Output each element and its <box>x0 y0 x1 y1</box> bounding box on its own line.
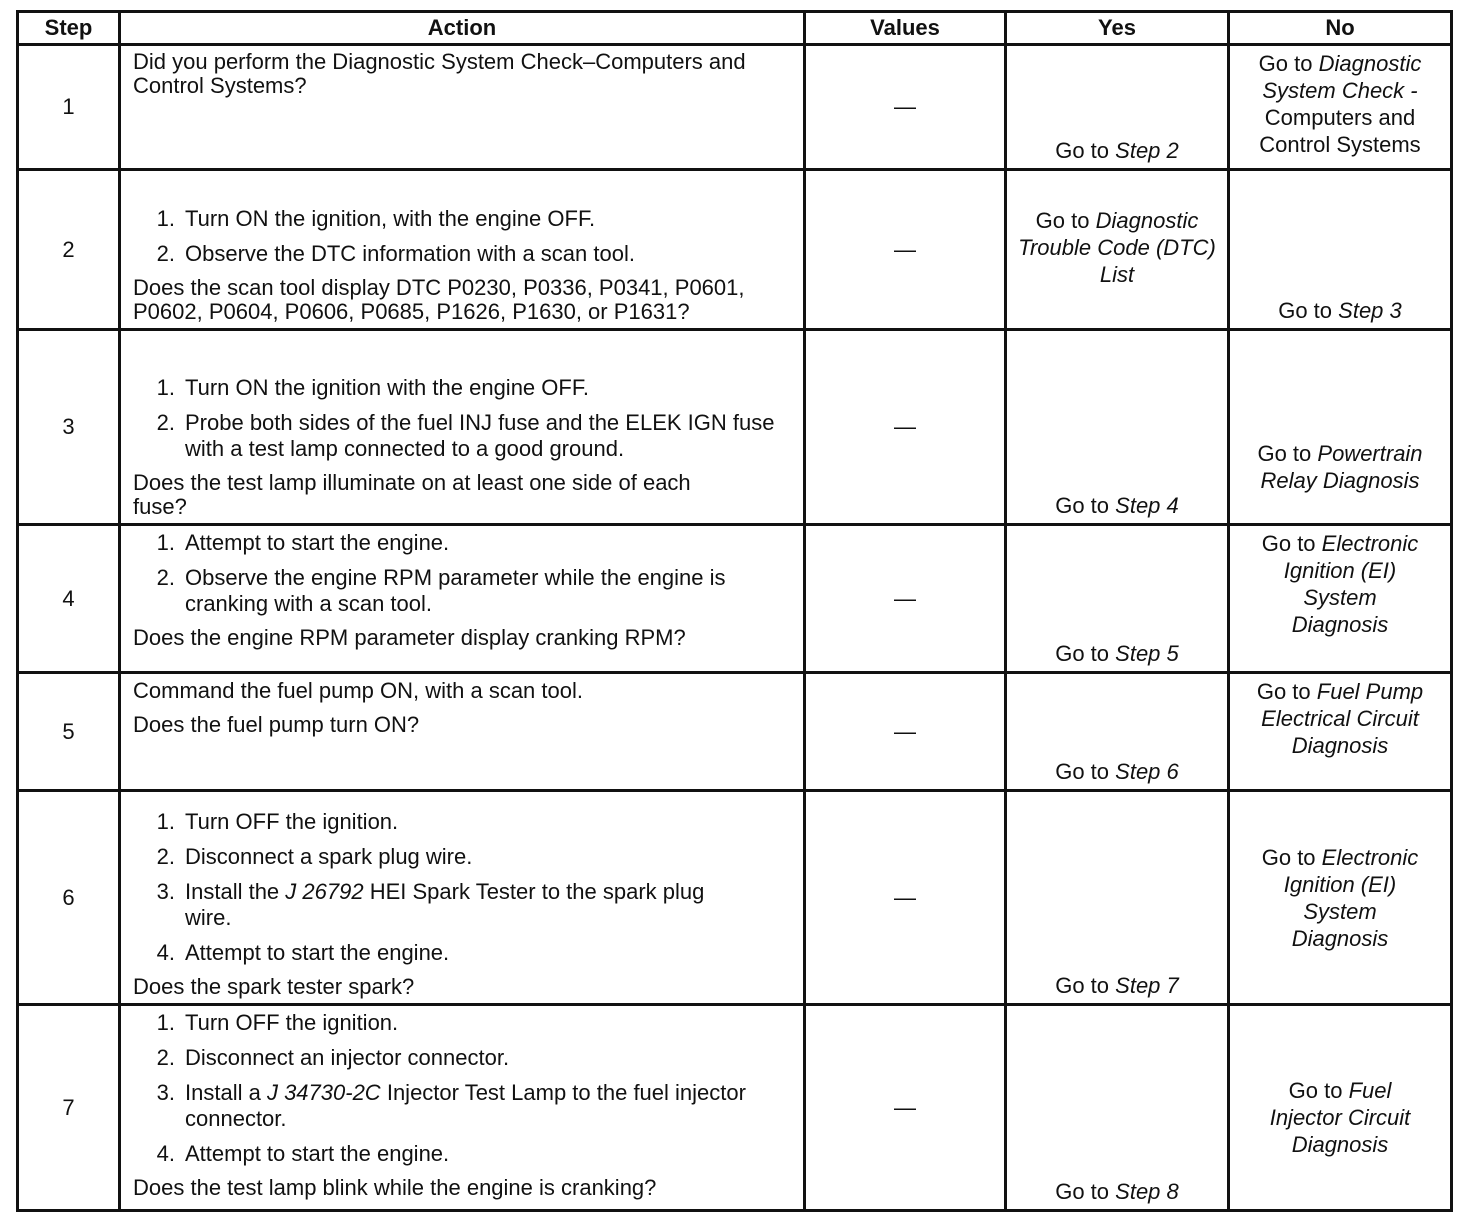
header-no: No <box>1229 12 1452 45</box>
values-cell: — <box>805 170 1006 330</box>
item-number: 2. <box>156 1045 175 1070</box>
step-number: 5 <box>18 673 120 791</box>
action-item <box>133 809 797 835</box>
yes-cell <box>1006 330 1229 525</box>
goto-text: Go to <box>1278 298 1333 323</box>
step-number: 3 <box>18 330 120 525</box>
values-cell: — <box>805 673 1006 791</box>
goto-text: Go to <box>1055 1179 1110 1204</box>
goto-text: Go to <box>1256 679 1311 704</box>
goto-text: Go to <box>1257 441 1312 466</box>
yes-cell <box>1006 1005 1229 1211</box>
question-text: Does the spark tester spark? <box>133 974 415 999</box>
action-cell <box>120 525 805 673</box>
instruction-text: Command the fuel pump ON, with a scan tool. <box>133 678 583 703</box>
no-reference: Fuel Pump Electrical Circuit Diagnosis <box>1261 679 1424 758</box>
step-number: 1 <box>18 45 120 170</box>
yes-cell <box>1006 791 1229 1005</box>
header-step: Step <box>18 12 120 45</box>
step-number: 4 <box>18 525 120 673</box>
diagnostic-table <box>16 10 1453 1212</box>
table-row <box>18 673 1452 791</box>
tool-reference: J 26792 <box>285 879 364 904</box>
item-text-post: HEI Spark Tester to the spark plug wire. <box>185 879 705 930</box>
no-cell <box>1229 791 1452 1005</box>
action-item <box>133 375 797 401</box>
item-number: 1. <box>156 809 175 834</box>
yes-reference: Step 5 <box>1115 641 1179 666</box>
item-text: Observe the DTC information with a scan tool. <box>185 241 635 266</box>
yes-reference: Step 8 <box>1115 1179 1179 1204</box>
question-text: Does the test lamp illuminate on at least one side of each fuse? <box>133 470 691 519</box>
action-item <box>133 1010 797 1036</box>
no-cell <box>1229 525 1452 673</box>
question-text: Does the scan tool display DTC P0230, P0336, P0341, P0601, P0602, P0604, P0606, P0685, P1626, P1630, or P1631? <box>133 275 745 324</box>
question-text: Did you perform the Diagnostic System Check–Computers and Control Systems? <box>133 49 746 98</box>
yes-cell <box>1006 525 1229 673</box>
item-text: Attempt to start the engine. <box>185 940 450 965</box>
table-row <box>18 330 1452 525</box>
values-cell: — <box>805 791 1006 1005</box>
goto-text: Go to <box>1055 138 1110 163</box>
step-number: 2 <box>18 170 120 330</box>
action-item <box>133 844 797 870</box>
no-cell <box>1229 45 1452 170</box>
yes-reference: Step 4 <box>1115 493 1179 518</box>
step-number: 7 <box>18 1005 120 1211</box>
action-item <box>133 241 797 267</box>
action-item <box>133 565 797 617</box>
goto-text: Go to <box>1261 844 1316 870</box>
no-reference: Fuel Injector Circuit Diagnosis <box>1269 1078 1411 1157</box>
no-cell <box>1229 170 1452 330</box>
item-number: 3. <box>156 879 175 904</box>
yes-reference: Step 6 <box>1115 759 1179 784</box>
item-text: Attempt to start the engine. <box>185 1141 450 1166</box>
item-number: 4. <box>156 940 175 965</box>
goto-text: Go to <box>1055 973 1110 998</box>
table-row <box>18 170 1452 330</box>
action-item <box>133 530 797 556</box>
item-number: 2. <box>156 410 175 435</box>
yes-cell <box>1006 673 1229 791</box>
values-cell: — <box>805 45 1006 170</box>
values-cell: — <box>805 1005 1006 1211</box>
item-text: Disconnect an injector connector. <box>185 1045 510 1070</box>
item-text-pre: Install a <box>185 1080 261 1105</box>
goto-text: Go to <box>1288 1078 1343 1103</box>
header-values: Values <box>805 12 1006 45</box>
goto-text: Go to <box>1261 531 1316 556</box>
action-cell <box>120 673 805 791</box>
question-text: Does the fuel pump turn ON? <box>133 712 420 737</box>
yes-cell <box>1006 170 1229 330</box>
action-cell <box>120 791 805 1005</box>
item-text: Observe the engine RPM parameter while the engine is cranking with a scan tool. <box>185 565 726 616</box>
yes-reference: Step 7 <box>1115 973 1179 998</box>
item-text: Turn OFF the ignition. <box>185 1010 399 1035</box>
no-reference-tail: Computers and Control Systems <box>1259 105 1421 157</box>
goto-text: Go to <box>1035 208 1090 233</box>
step-number: 6 <box>18 791 120 1005</box>
goto-text: Go to <box>1055 641 1110 666</box>
action-item <box>133 1045 797 1071</box>
table-row <box>18 1005 1452 1211</box>
no-reference: Step 3 <box>1338 298 1402 323</box>
item-number: 2. <box>156 565 175 590</box>
header-action: Action <box>120 12 805 45</box>
tool-reference: J 34730-2C <box>266 1080 381 1105</box>
question-text: Does the engine RPM parameter display cranking RPM? <box>133 625 686 650</box>
item-text-pre: Install the <box>185 879 280 904</box>
no-reference: Electronic Ignition (EI) System Diagnosis <box>1283 844 1419 951</box>
action-cell <box>120 330 805 525</box>
table-row <box>18 791 1452 1005</box>
goto-text: Go to <box>1258 51 1313 76</box>
item-text: Disconnect a spark plug wire. <box>185 844 473 869</box>
no-reference: Electronic Ignition (EI) System Diagnosis <box>1283 531 1419 637</box>
goto-text: Go to <box>1055 493 1110 518</box>
header-row <box>18 12 1452 45</box>
item-text: Attempt to start the engine. <box>185 530 450 555</box>
values-cell: — <box>805 525 1006 673</box>
no-cell <box>1229 330 1452 525</box>
no-cell <box>1229 1005 1452 1211</box>
item-number: 4. <box>156 1141 175 1166</box>
action-item <box>133 410 797 462</box>
action-cell <box>120 45 805 170</box>
question-text: Does the test lamp blink while the engine is cranking? <box>133 1175 657 1200</box>
action-cell <box>120 1005 805 1211</box>
item-number: 1. <box>156 206 175 231</box>
yes-reference: Step 2 <box>1115 138 1179 163</box>
action-item <box>133 879 797 931</box>
header-yes: Yes <box>1006 12 1229 45</box>
yes-cell <box>1006 45 1229 170</box>
item-text-post: Injector Test Lamp to the fuel injector connector. <box>185 1080 746 1131</box>
item-number: 2. <box>156 241 175 266</box>
action-item <box>133 940 797 966</box>
values-cell: — <box>805 330 1006 525</box>
table-row <box>18 525 1452 673</box>
item-text <box>185 879 797 931</box>
no-reference: Diagnostic System Check - <box>1262 51 1422 103</box>
item-number: 2. <box>156 844 175 869</box>
item-number: 1. <box>156 530 175 555</box>
item-number: 3. <box>156 1080 175 1105</box>
action-item <box>133 1080 797 1132</box>
goto-text: Go to <box>1055 759 1110 784</box>
action-cell <box>120 170 805 330</box>
no-cell <box>1229 673 1452 791</box>
no-reference: Powertrain Relay Diagnosis <box>1260 441 1423 493</box>
yes-reference: Diagnostic Trouble Code (DTC) List <box>1018 208 1216 287</box>
item-text: Turn OFF the ignition. <box>185 809 399 834</box>
item-text: Turn ON the ignition with the engine OFF. <box>185 375 589 400</box>
item-number: 1. <box>156 375 175 400</box>
item-text: Turn ON the ignition, with the engine OFF. <box>185 206 596 231</box>
item-text <box>185 1080 797 1132</box>
action-item <box>133 1141 797 1167</box>
table-row <box>18 45 1452 170</box>
action-item <box>133 206 797 232</box>
item-number: 1. <box>156 1010 175 1035</box>
item-text: Probe both sides of the fuel INJ fuse and the ELEK IGN fuse with a test lamp connected to a good ground. <box>185 410 775 461</box>
